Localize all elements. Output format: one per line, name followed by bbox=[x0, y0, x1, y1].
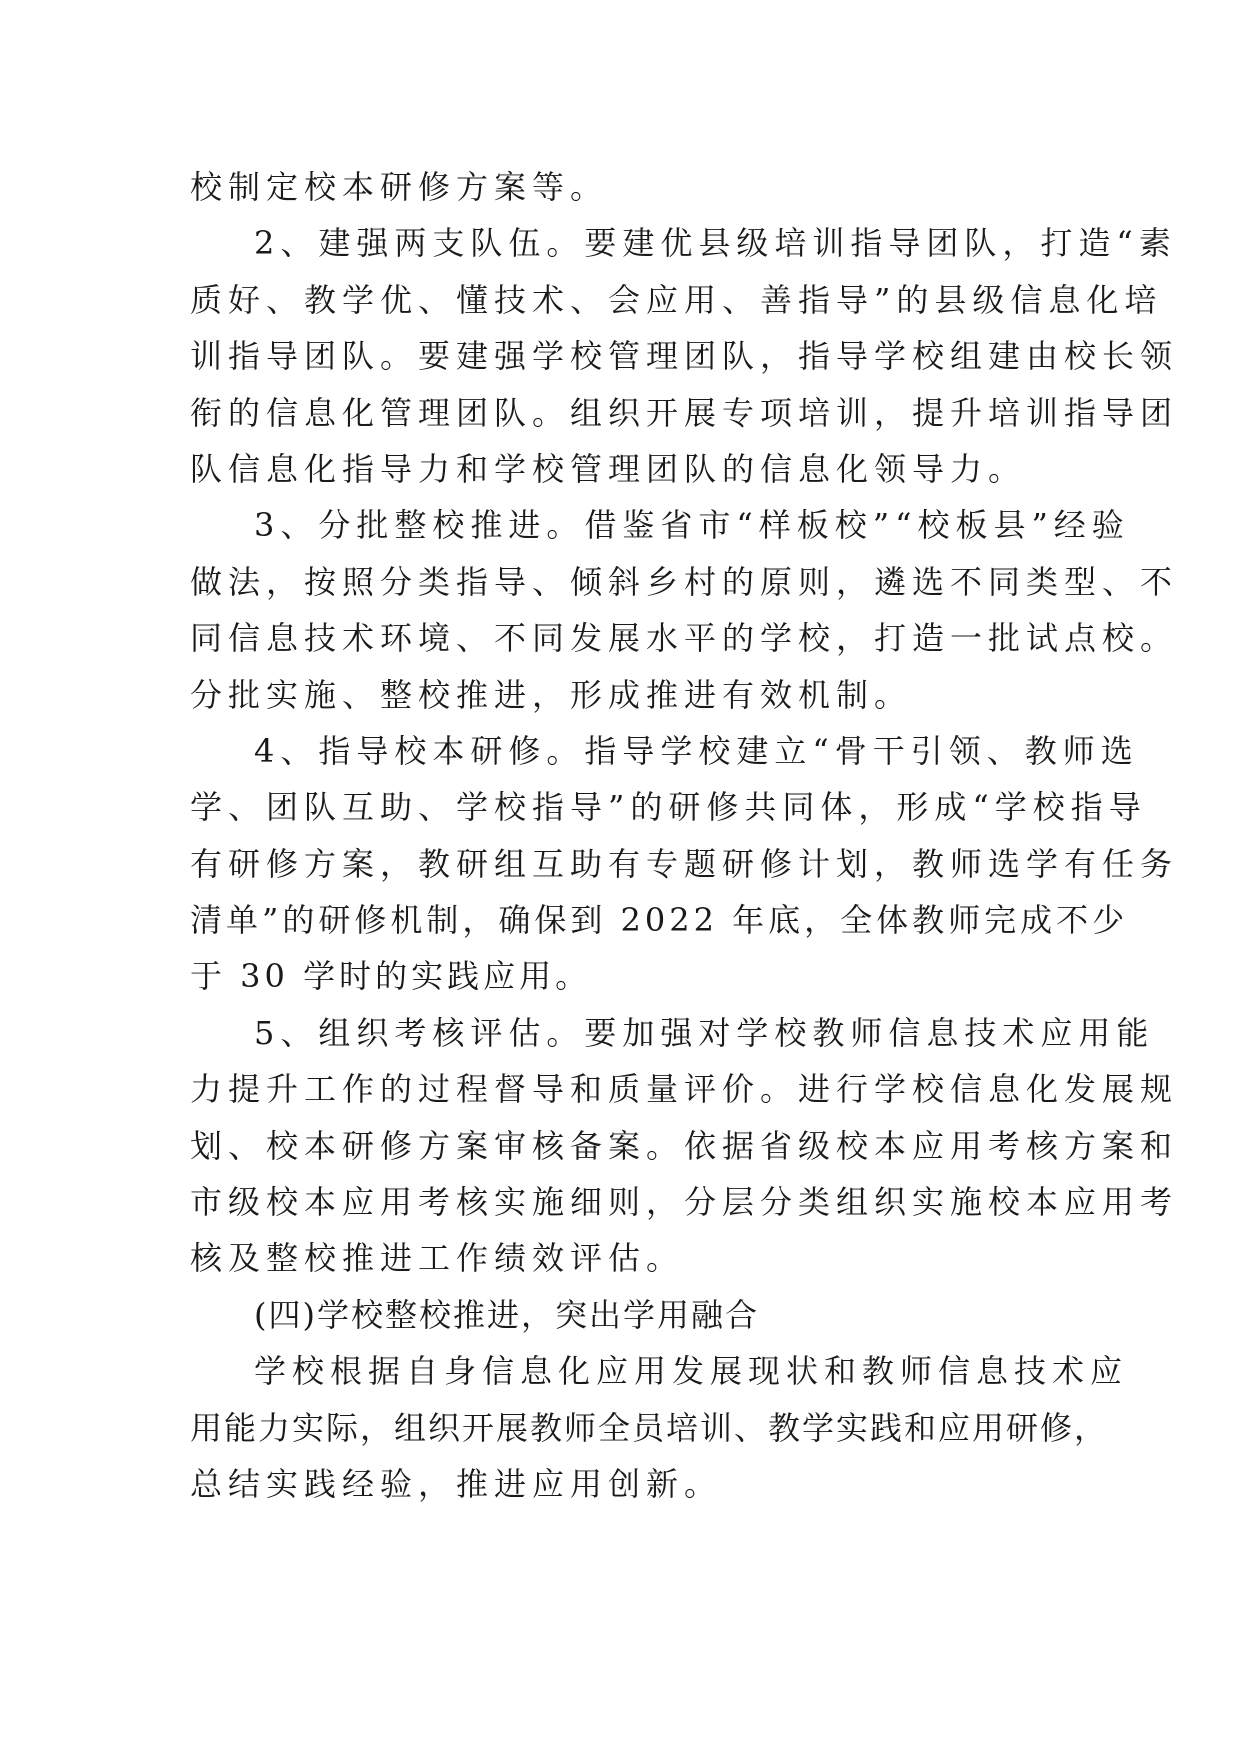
paragraph-4-line: 4、指导校本研修。指导学校建立“骨干引领、教师选 bbox=[254, 731, 1139, 770]
text-line: 分批实施、整校推进，形成推进有效机制。 bbox=[190, 675, 913, 714]
paragraph-5-line: 5、组织考核评估。要加强对学校教师信息技术应用能 bbox=[254, 1013, 1155, 1052]
text-line: 于 30 学时的实践应用。 bbox=[190, 957, 592, 996]
text-line: 总结实践经验，推进应用创新。 bbox=[190, 1464, 723, 1503]
text-line: 队信息化指导力和学校管理团队的信息化领导力。 bbox=[190, 449, 1027, 488]
paragraph-line: 学校根据自身信息化应用发展现状和教师信息技术应 bbox=[254, 1352, 1129, 1391]
text-line: 市级校本应用考核实施细则，分层分类组织实施校本应用考 bbox=[190, 1183, 1179, 1222]
text-line: 有研修方案，教研组互助有专题研修计划，教师选学有任务 bbox=[190, 844, 1179, 883]
text-line: 力提升工作的过程督导和质量评价。进行学校信息化发展规 bbox=[190, 1070, 1179, 1109]
paragraph-2-line: 2、建强两支队伍。要建优县级培训指导团队，打造“素 bbox=[254, 224, 1177, 263]
text-line: 校制定校本研修方案等。 bbox=[190, 168, 609, 206]
text-line: 用能力实际，组织开展教师全员培训、教学实践和应用研修， bbox=[190, 1408, 1109, 1447]
text-line: 划、校本研修方案审核备案。依据省级校本应用考核方案和 bbox=[190, 1126, 1179, 1165]
text-line: 核及整校推进工作绩效评估。 bbox=[190, 1239, 685, 1278]
text-line: 清单”的研修机制，确保到 2022 年底，全体教师完成不少 bbox=[190, 901, 1129, 940]
paragraph-3-line: 3、分批整校推进。借鉴省市“样板校”“校板县”经验 bbox=[254, 506, 1130, 545]
text-line: 衔的信息化管理团队。组织开展专项培训，提升培训指导团 bbox=[190, 393, 1179, 432]
text-line: 同信息技术环境、不同发展水平的学校，打造一批试点校。 bbox=[190, 619, 1179, 658]
body-text bbox=[190, 159, 1179, 1512]
text-line: 做法，按照分类指导、倾斜乡村的原则，遴选不同类型、不 bbox=[190, 562, 1179, 601]
text-line: 训指导团队。要建强学校管理团队，指导学校组建由校长领 bbox=[190, 337, 1179, 376]
text-line: 质好、教学优、懂技术、会应用、善指导”的县级信息化培 bbox=[190, 280, 1163, 319]
text-line: 学、团队互助、学校指导”的研修共同体，形成“学校指导 bbox=[190, 788, 1147, 827]
section-heading: (四)学校整校推进，突出学用融合 bbox=[254, 1295, 759, 1334]
